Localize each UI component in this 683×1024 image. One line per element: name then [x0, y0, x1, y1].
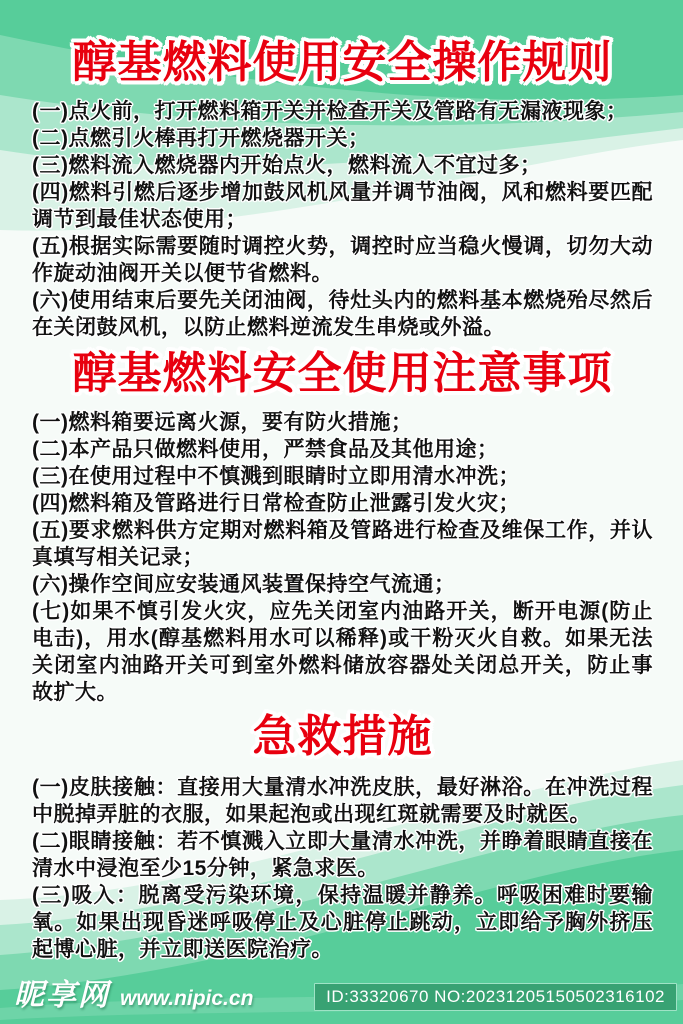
rule-item: (一)燃料箱要远离火源，要有防火措施； [32, 411, 413, 434]
poster-content [32, 38, 653, 963]
rule-item: (四)燃料引燃后逐步增加鼓风机风量并调节油阀，风和燃料要匹配调节到最佳状态使用； [32, 181, 653, 231]
image-id-badge: ID:33320670 NO:20231205150502316102 [314, 983, 677, 1011]
rule-item: (二)本产品只做燃料使用，严禁食品及其他用途； [32, 438, 499, 461]
rule-item: (二)眼睛接触：若不慎溅入立即大量清水冲洗，并睁着眼睛直接在清水中浸泡至少15分钟，紧急求医。 [32, 830, 653, 880]
nipic-watermark [14, 970, 253, 1014]
rule-item: (七)如果不慎引发火灾，应先关闭室内油路开关，断开电源(防止电击)，用水(醇基燃料用水可以稀释)或干粉灭火自救。如果无法关闭室内油路开关可到室外燃料储放容器处关闭总开关，防止事故扩大。 [32, 600, 653, 704]
site-url: www.nipic.cn [120, 987, 254, 1010]
usage-precautions-list [32, 409, 653, 706]
operating-rules-list [32, 98, 653, 341]
rule-item: (三)在使用过程中不慎溅到眼睛时立即用清水冲洗； [32, 465, 520, 488]
rule-item: (五)根据实际需要随时调控火势，调控时应当稳火慢调，切勿大动作旋动油阀开关以便节省燃料。 [32, 235, 653, 285]
rule-item: (四)燃料箱及管路进行日常检查防止泄露引发火灾； [32, 492, 520, 515]
section-operating-rules [32, 38, 653, 341]
rule-item: (三)燃料流入燃烧器内开始点火，燃料流入不宜过多； [32, 154, 542, 177]
rule-item: (五)要求燃料供方定期对燃料箱及管路进行检查及维保工作，并认真填写相关记录； [32, 519, 653, 569]
section-operating-rules-title: 醇基燃料使用安全操作规则 [72, 38, 613, 87]
section-first-aid [32, 712, 653, 963]
site-name-logo: 昵享网 [14, 979, 110, 1012]
rule-item: (一)皮肤接触：直接用大量清水冲洗皮肤，最好淋浴。在冲洗过程中脱掉弄脏的衣服，如果起泡或出现红斑就需要及时就医。 [32, 776, 653, 826]
rule-item: (六)操作空间应安装通风装置保持空气流通； [32, 573, 456, 596]
section-usage-precautions [32, 349, 653, 706]
section-usage-precautions-title: 醇基燃料安全使用注意事项 [72, 349, 613, 398]
rule-item: (三)吸入：脱离受污染环境，保持温暖并静养。呼吸困难时要输氧。如果出现昏迷呼吸停止及心脏停止跳动，立即给予胸外挤压起博心脏，并立即送医院治疗。 [32, 884, 653, 961]
first-aid-list [32, 774, 653, 963]
rule-item: (六)使用结束后要先关闭油阀，待灶头内的燃料基本燃烧殆尽然后在关闭鼓风机，以防止燃料逆流发生串烧或外溢。 [32, 289, 653, 339]
rule-item: (一)点火前，打开燃料箱开关并检查开关及管路有无漏液现象； [32, 100, 628, 123]
rule-item: (二)点燃引火棒再打开燃烧器开关； [32, 127, 370, 150]
section-first-aid-title: 急救措施 [252, 712, 433, 761]
